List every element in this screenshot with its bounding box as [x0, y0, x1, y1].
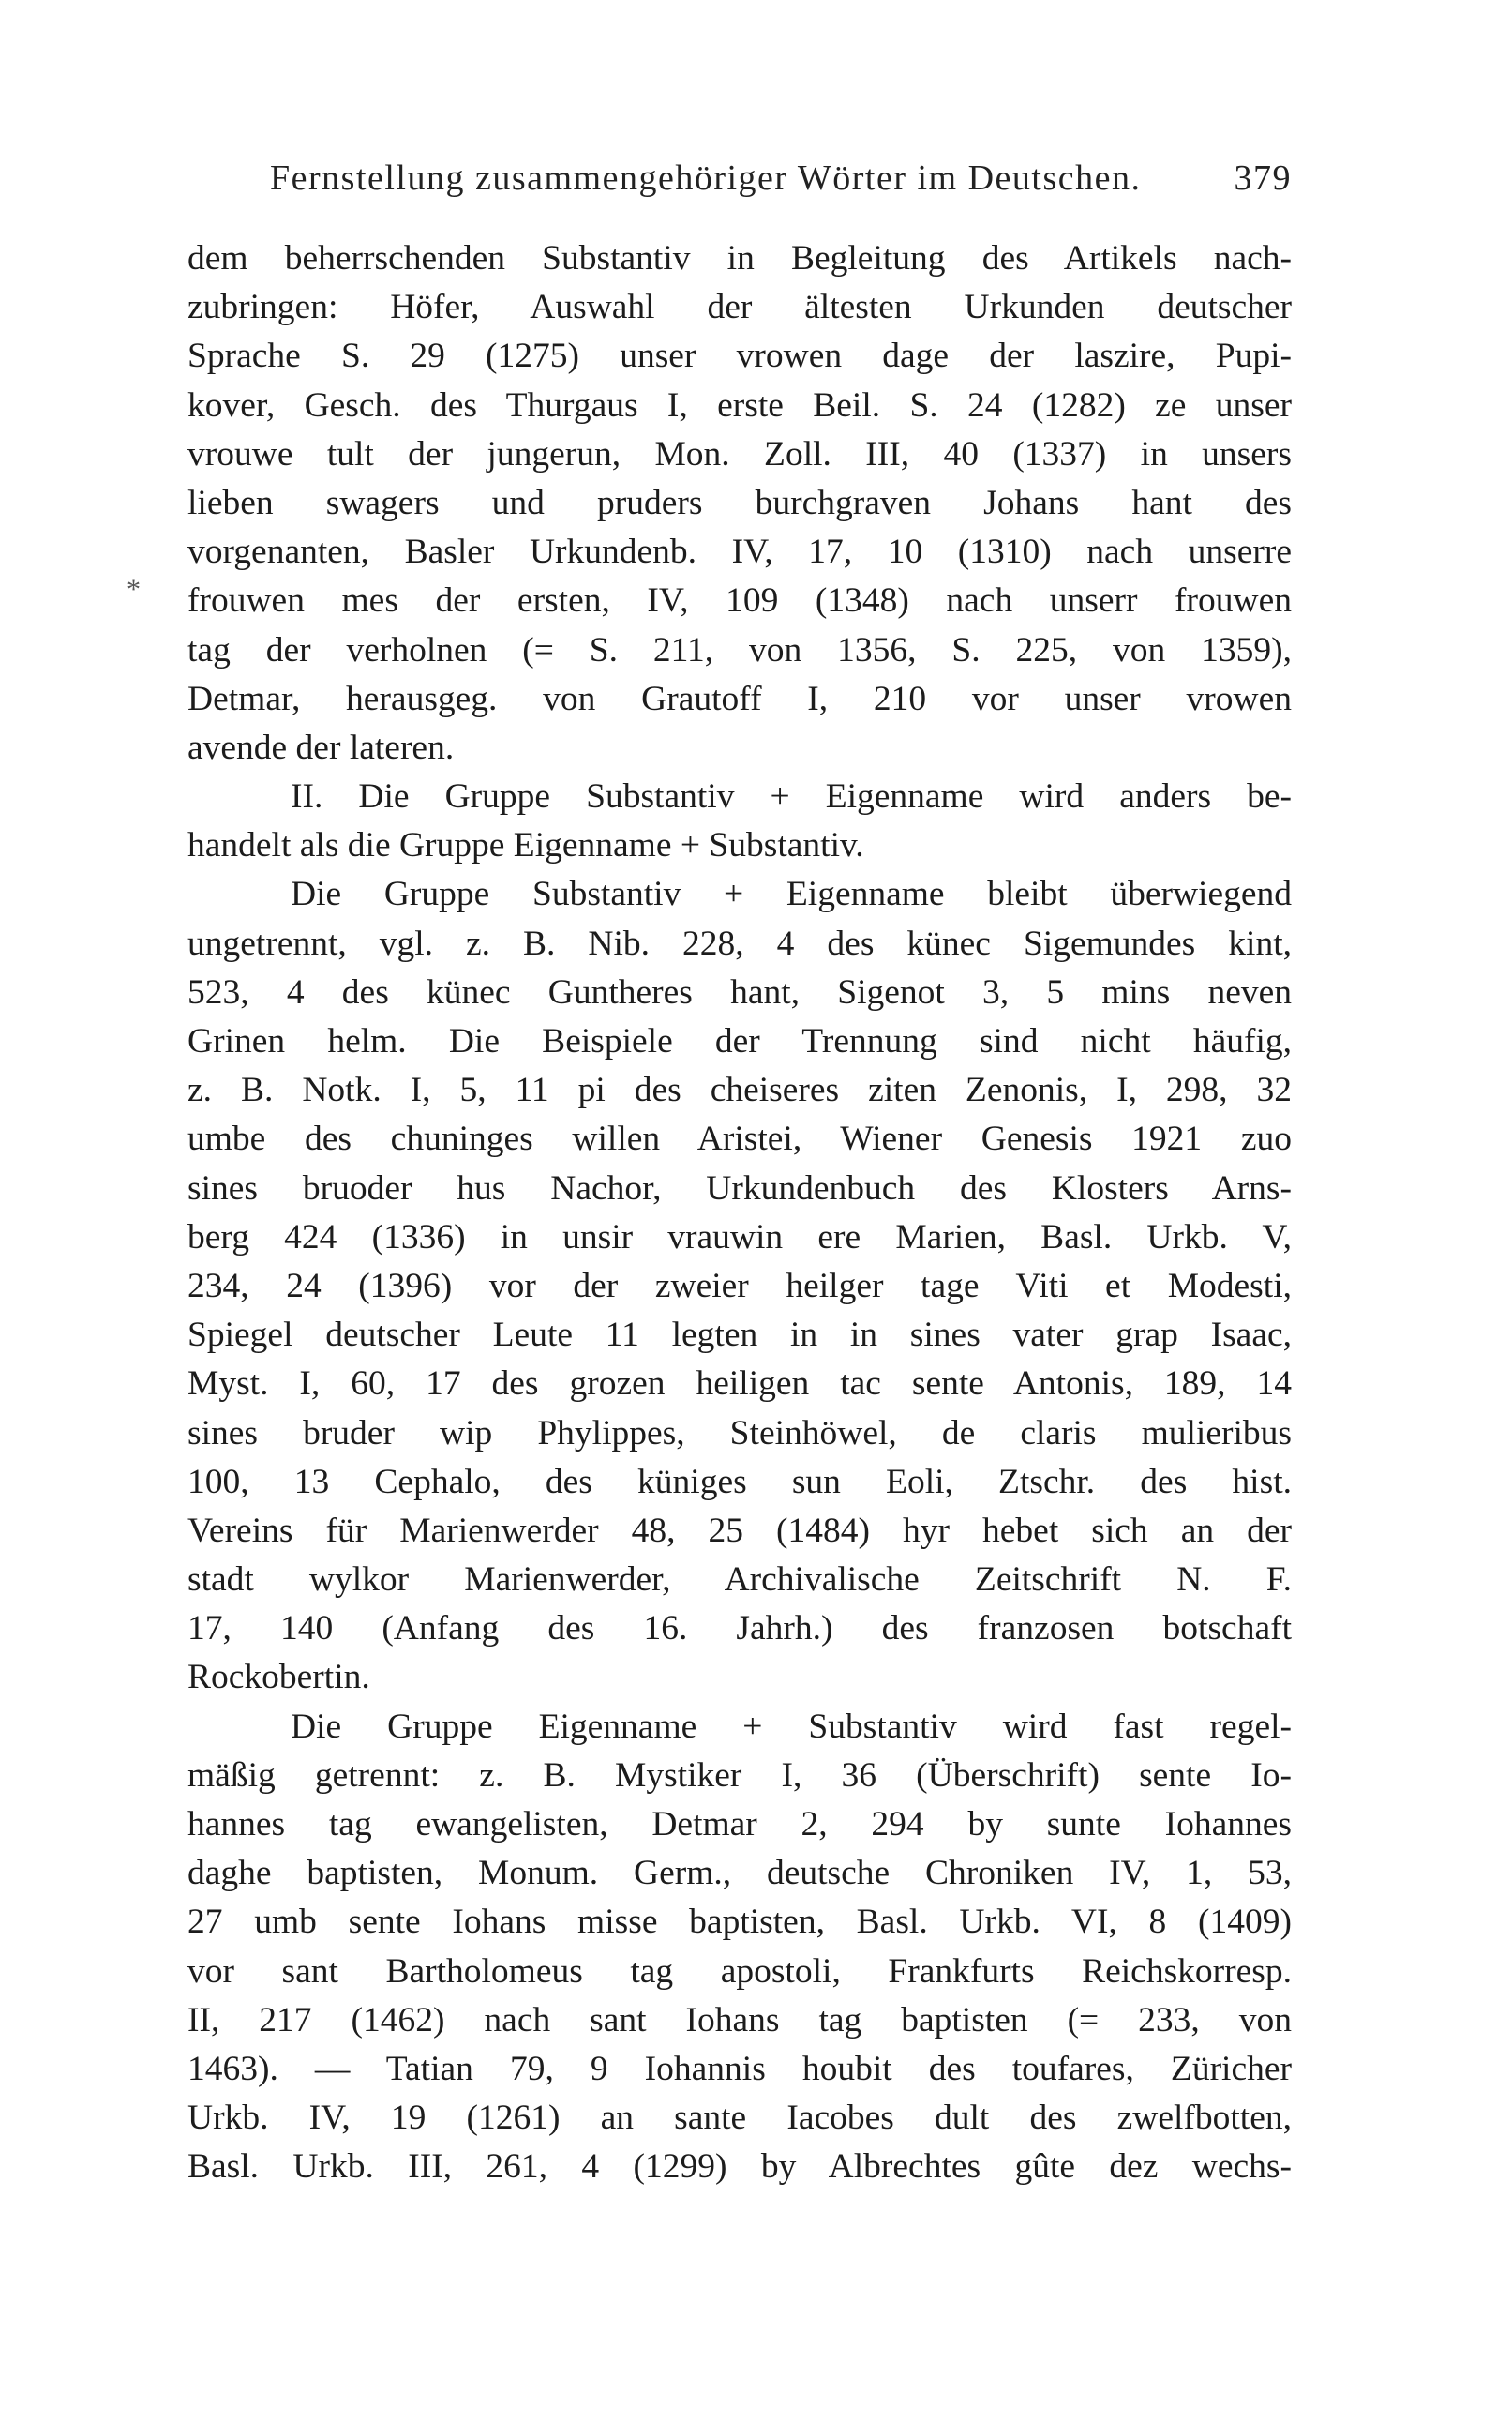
- text-line: zubringen: Höfer, Auswahl der ältesten Urkunden deutscher: [187, 288, 1292, 327]
- text-line: vorgenanten, Basler Urkundenb. IV, 17, 10 (1310) nach unserre: [187, 533, 1292, 572]
- text-line: Sprache S. 29 (1275) unser vrowen dage der laszire, Pupi-: [187, 337, 1292, 376]
- text-line: II. Die Gruppe Substantiv + Eigenname wird anders be-: [291, 777, 1292, 817]
- text-line: vor sant Bartholomeus tag apostoli, Frankfurts Reichskorresp.: [187, 1951, 1292, 1991]
- text-line: II, 217 (1462) nach sant Iohans tag baptisten (= 233, von: [187, 2000, 1292, 2039]
- text-line: sines bruder wip Phylippes, Steinhöwel, de claris mulieribus: [187, 1413, 1292, 1452]
- text-line: 27 umb sente Iohans misse baptisten, Basl. Urkb. VI, 8 (1409): [187, 1903, 1292, 1942]
- paragraph-eigenname-substantiv: [187, 1703, 1292, 2192]
- paragraph-continuation: [187, 234, 1292, 773]
- text-line: Die Gruppe Substantiv + Eigenname bleibt überwiegend: [291, 875, 1292, 914]
- margin-mark: *: [127, 574, 141, 605]
- text-line: ungetrennt, vgl. z. B. Nib. 228, 4 des künec Sigemundes kint,: [187, 924, 1292, 963]
- text-line: daghe baptisten, Monum. Germ., deutsche Chroniken IV, 1, 53,: [187, 1854, 1292, 1893]
- text-line: 100, 13 Cephalo, des küniges sun Eoli, Ztschr. des hist.: [187, 1462, 1292, 1501]
- page-number: 379: [1234, 158, 1292, 198]
- text-line: Grinen helm. Die Beispiele der Trennung sind nicht häufig,: [187, 1022, 1292, 1061]
- text-line: 523, 4 des künec Guntheres hant, Sigenot 3, 5 mins neven: [187, 972, 1292, 1012]
- section-ii-paragraph: [187, 773, 1292, 870]
- text-line: 1463). — Tatian 79, 9 Iohannis houbit des toufares, Züricher: [187, 2049, 1292, 2088]
- text-line: avende der lateren.: [187, 728, 455, 767]
- text-line: sines bruoder hus Nachor, Urkundenbuch des Klosters Arns-: [187, 1168, 1292, 1208]
- text-line: lieben swagers und pruders burchgraven Johans hant des: [187, 483, 1292, 522]
- text-line: vrouwe tult der jungerun, Mon. Zoll. III, 40 (1337) in unsers: [187, 434, 1292, 474]
- text-line: berg 424 (1336) in unsir vrauwin ere Marien, Basl. Urkb. V,: [187, 1217, 1292, 1257]
- body-text: [187, 234, 1292, 2192]
- text-line: Die Gruppe Eigenname + Substantiv wird fast regel-: [291, 1707, 1292, 1746]
- text-line: Urkb. IV, 19 (1261) an sante Iacobes dult des zwelfbotten,: [187, 2099, 1292, 2138]
- text-line: z. B. Notk. I, 5, 11 pi des cheiseres ziten Zenonis, I, 298, 32: [187, 1071, 1292, 1110]
- text-line: hannes tag ewangelisten, Detmar 2, 294 by sunte Iohannes: [187, 1805, 1292, 1844]
- text-line: handelt als die Gruppe Eigenname + Substantiv.: [187, 826, 864, 865]
- text-line: Vereins für Marienwerder 48, 25 (1484) hyr hebet sich an der: [187, 1511, 1292, 1550]
- text-line: tag der verholnen (= S. 211, von 1356, S. 225, von 1359),: [187, 630, 1292, 670]
- text-line: Basl. Urkb. III, 261, 4 (1299) by Albrechtes gûte dez wechs-: [187, 2147, 1292, 2187]
- text-line: Spiegel deutscher Leute 11 legten in in sines vater grap Isaac,: [187, 1316, 1292, 1355]
- text-line: Myst. I, 60, 17 des grozen heiligen tac sente Antonis, 189, 14: [187, 1364, 1292, 1404]
- running-title: Fernstellung zusammengehöriger Wörter im Deutschen.: [270, 158, 1142, 198]
- running-head: [187, 158, 1292, 203]
- text-line: frouwen mes der ersten, IV, 109 (1348) nach unserr frouwen: [187, 581, 1292, 621]
- text-line: dem beherrschenden Substantiv in Begleitung des Artikels nach-: [187, 239, 1292, 278]
- text-line: stadt wylkor Marienwerder, Archivalische Zeitschrift N. F.: [187, 1560, 1292, 1600]
- text-line: 17, 140 (Anfang des 16. Jahrh.) des franzosen botschaft: [187, 1609, 1292, 1648]
- text-line: mäßig getrennt: z. B. Mystiker I, 36 (Überschrift) sente Io-: [187, 1755, 1292, 1795]
- text-line: umbe des chuninges willen Aristei, Wiener Genesis 1921 zuo: [187, 1120, 1292, 1159]
- text-line: 234, 24 (1396) vor der zweier heilger tage Viti et Modesti,: [187, 1266, 1292, 1305]
- text-line: Rockobertin.: [187, 1658, 370, 1697]
- paragraph-substantiv-eigenname: [187, 870, 1292, 1702]
- text-line: kover, Gesch. des Thurgaus I, erste Beil. S. 24 (1282) ze unser: [187, 385, 1292, 425]
- text-line: Detmar, herausgeg. von Grautoff I, 210 vor unser vrowen: [187, 679, 1292, 718]
